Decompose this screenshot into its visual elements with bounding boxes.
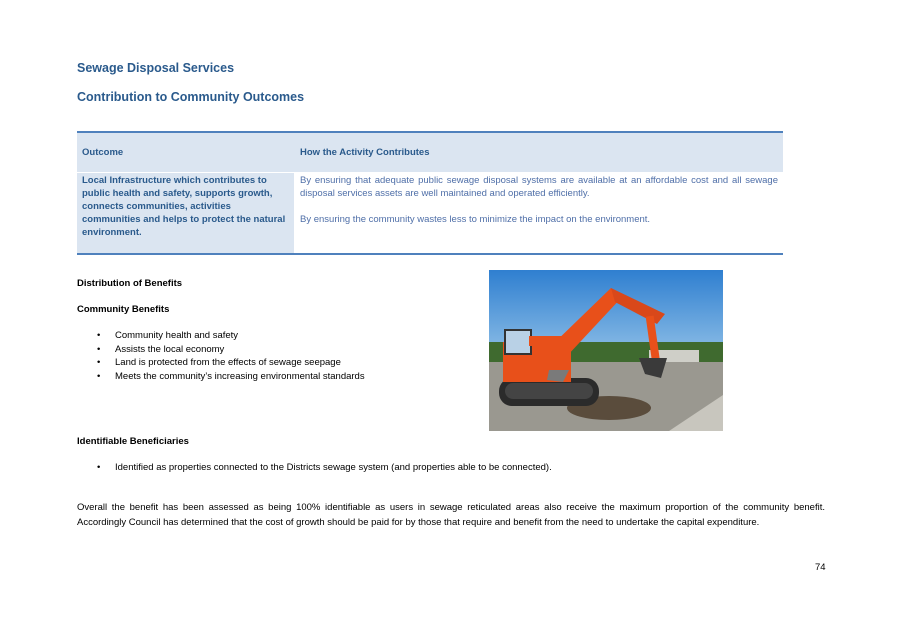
outcome-cell: Local Infrastructure which contributes to public health and safety, supports growth, connects communities, activities communities and helps to protect the natural environment. (82, 175, 286, 238)
contribution-text-2: By ensuring the community wastes less to minimize the impact on the environment. (300, 214, 651, 225)
beneficiaries-list (97, 461, 552, 475)
contribution-text-1: By ensuring that adequate public sewage disposal systems are available at an affordable cost and all sewage disposal services assets are well maintained and operated efficiently. (300, 175, 778, 199)
page-number: 74 (815, 562, 826, 573)
list-item: • Meets the community’s increasing environmental standards (97, 370, 365, 384)
section-title: Contribution to Community Outcomes (77, 90, 305, 104)
community-benefits-heading: Community Benefits (77, 304, 170, 315)
community-benefits-list (97, 329, 365, 384)
table-header-row (77, 133, 783, 173)
list-item: • Land is protected from the effects of sewage seepage (97, 356, 365, 370)
outcome-column-header: Outcome (82, 147, 124, 158)
list-item: • Community health and safety (97, 329, 365, 343)
distribution-heading: Distribution of Benefits (77, 278, 183, 289)
list-item: • Assists the local economy (97, 343, 365, 357)
overall-paragraph: Overall the benefit has been assessed as being 100% identifiable as users in sewage reticulated areas also receive the maximum proportion of the community benefit. Accordingly Council has determined that the cost of growth should be paid for by those that require and benefit from the need to undertake the capital expenditure. (77, 502, 825, 528)
contribution-column-header: How the Activity Contributes (300, 147, 430, 158)
list-item: • Identified as properties connected to the Districts sewage system (and properties able to be connected). (97, 461, 552, 475)
excavator-photo (489, 270, 723, 431)
beneficiaries-heading: Identifiable Beneficiaries (77, 436, 189, 447)
page-title: Sewage Disposal Services (77, 61, 235, 75)
contribution-cell (300, 174, 778, 239)
outcomes-table (77, 131, 783, 255)
